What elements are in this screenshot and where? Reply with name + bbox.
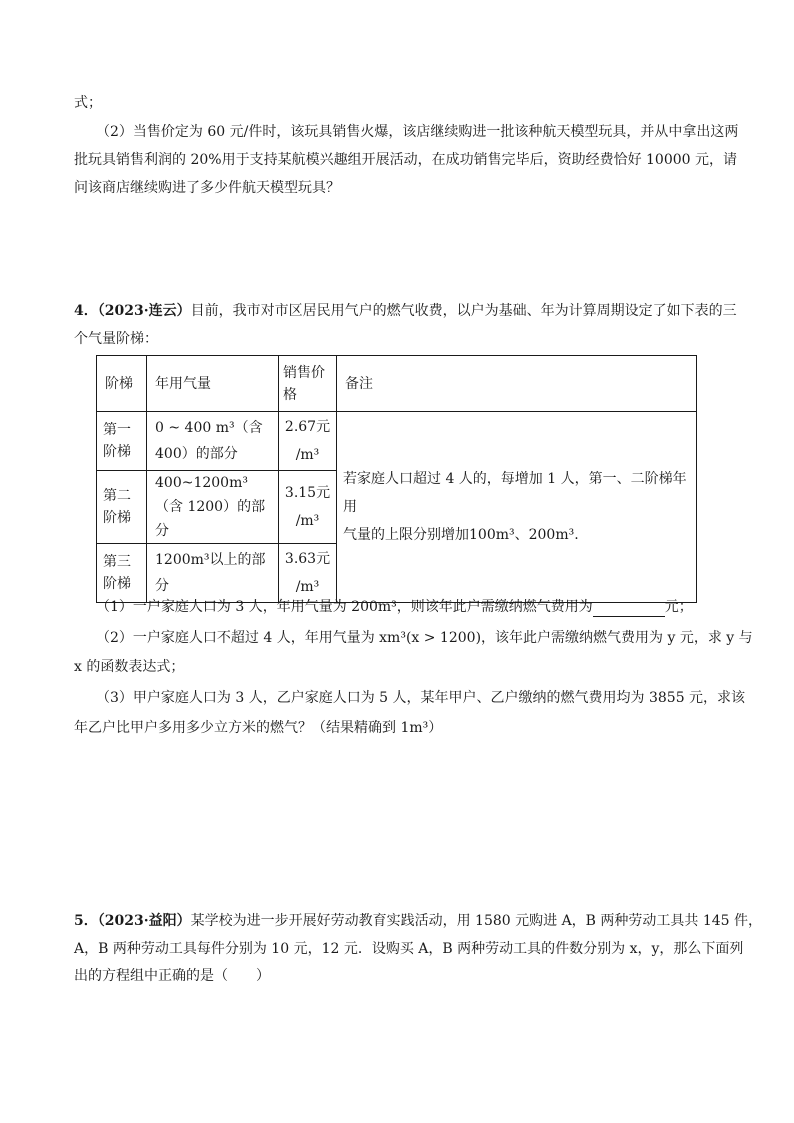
- q5-line-1: [74, 911, 762, 931]
- price-line-1: 3.63元: [284, 551, 331, 567]
- header-note: 备注: [337, 356, 697, 412]
- tier-line-2: 阶梯: [103, 576, 131, 592]
- header-volume: 年用气量: [147, 356, 279, 412]
- tier-cell: [97, 471, 147, 544]
- q4-stem-line-1: [74, 301, 737, 321]
- volume-line-2: （含 1200）的部分: [155, 499, 266, 539]
- tier-line-1: 第一: [103, 422, 131, 438]
- tier-line-1: 第三: [103, 554, 131, 570]
- price-line-1: 2.67元: [284, 419, 331, 435]
- table-row: [97, 412, 697, 471]
- volume-line-2: 分: [155, 578, 169, 594]
- q5-source: （2023·益阳）: [97, 913, 191, 929]
- volume-line-1: 400~1200m³: [155, 475, 248, 491]
- q4-part1-unit: 元；: [664, 599, 693, 615]
- tier-cell: [97, 412, 147, 471]
- note-cell: [337, 412, 697, 603]
- note-line-2: 气量的上限分别增加100m³、200m³.: [343, 527, 579, 543]
- q5-number: 5．: [74, 913, 98, 929]
- q4-source: （2023·连云）: [97, 303, 191, 319]
- q3-part2-line-3: 问该商店继续购进了多少件航天模型玩具？: [74, 180, 340, 196]
- volume-line-1: 0 ~ 400 m³（含: [155, 420, 263, 436]
- volume-line-1: 1200m³以上的部: [155, 552, 266, 568]
- header-tier: 阶梯: [97, 356, 147, 412]
- q5-text: 某学校为进一步开展好劳动教育实践活动，用 1580 元购进 A，B 两种劳动工具共 145 件，: [190, 913, 763, 929]
- volume-line-2: 400）的部分: [155, 446, 238, 462]
- volume-cell: [147, 471, 279, 544]
- gas-tier-table: [96, 355, 697, 603]
- q4-part3-line-1: （3）甲户家庭人口为 3 人，乙户家庭人口为 5 人，某年甲户、乙户缴纳的燃气费用均为 3855 元，求该: [96, 690, 746, 706]
- q3-part2-line-2: 批玩具销售利润的 20%用于支持某航模兴趣组开展活动，在成功销售完毕后，资助经费恰好 10000 元，请: [74, 152, 738, 168]
- q5-line-2: A，B 两种劳动工具每件分别为 10 元，12 元．设购买 A，B 两种劳动工具的件数分别为 x，y，那么下面列: [74, 941, 744, 957]
- q3-part2-line-1: （2）当售价定为 60 元/件时，该玩具销售火爆，该店继续购进一批该种航天模型玩具，并从中拿出这两: [96, 124, 739, 140]
- price-line-2: /m³: [295, 447, 320, 463]
- volume-cell: [147, 412, 279, 471]
- q4-part2-line-1: （2）一户家庭人口不超过 4 人，年用气量为 xm³(x > 1200)，该年此户需缴纳燃气费用为 y 元，求 y 与: [96, 630, 753, 646]
- q3-line-0: 式；: [74, 95, 102, 111]
- price-cell: [279, 412, 337, 471]
- tier-line-2: 阶梯: [103, 444, 131, 460]
- answer-blank[interactable]: [593, 602, 665, 617]
- price-line-2: /m³: [295, 513, 320, 529]
- note-line-1: 若家庭人口超过 4 人的，每增加 1 人，第一、二阶梯年用: [343, 471, 687, 515]
- q4-part1: [96, 597, 693, 617]
- q4-part2-line-2: x 的函数表达式；: [74, 659, 185, 675]
- header-price-line-1: 销售价: [283, 364, 325, 381]
- q4-stem-text: 目前，我市对市区居民用气户的燃气收费，以户为基础、年为计算周期设定了如下表的三: [190, 303, 737, 319]
- price-line-2: /m³: [295, 579, 320, 595]
- q4-part3-line-2: 年乙户比甲户多用多少立方米的燃气？（结果精确到 1m³）: [74, 720, 443, 736]
- q5-line-3: 出的方程组中正确的是（ ）: [74, 968, 270, 984]
- price-cell: [279, 471, 337, 544]
- tier-line-2: 阶梯: [103, 510, 131, 526]
- tier-line-1: 第二: [103, 488, 131, 504]
- tier-cell: [97, 544, 147, 603]
- price-line-1: 3.15元: [284, 485, 331, 501]
- header-price-line-2: 格: [283, 386, 297, 403]
- q4-part1-text: （1）一户家庭人口为 3 人，年用气量为 200m³，则该年此户需缴纳燃气费用为: [96, 599, 593, 615]
- table-header-row: [97, 356, 697, 412]
- q4-stem-line-2: 个气量阶梯：: [74, 331, 158, 347]
- header-price: [279, 356, 337, 412]
- price-cell: [279, 544, 337, 603]
- volume-cell: [147, 544, 279, 603]
- q4-number: 4．: [74, 303, 98, 319]
